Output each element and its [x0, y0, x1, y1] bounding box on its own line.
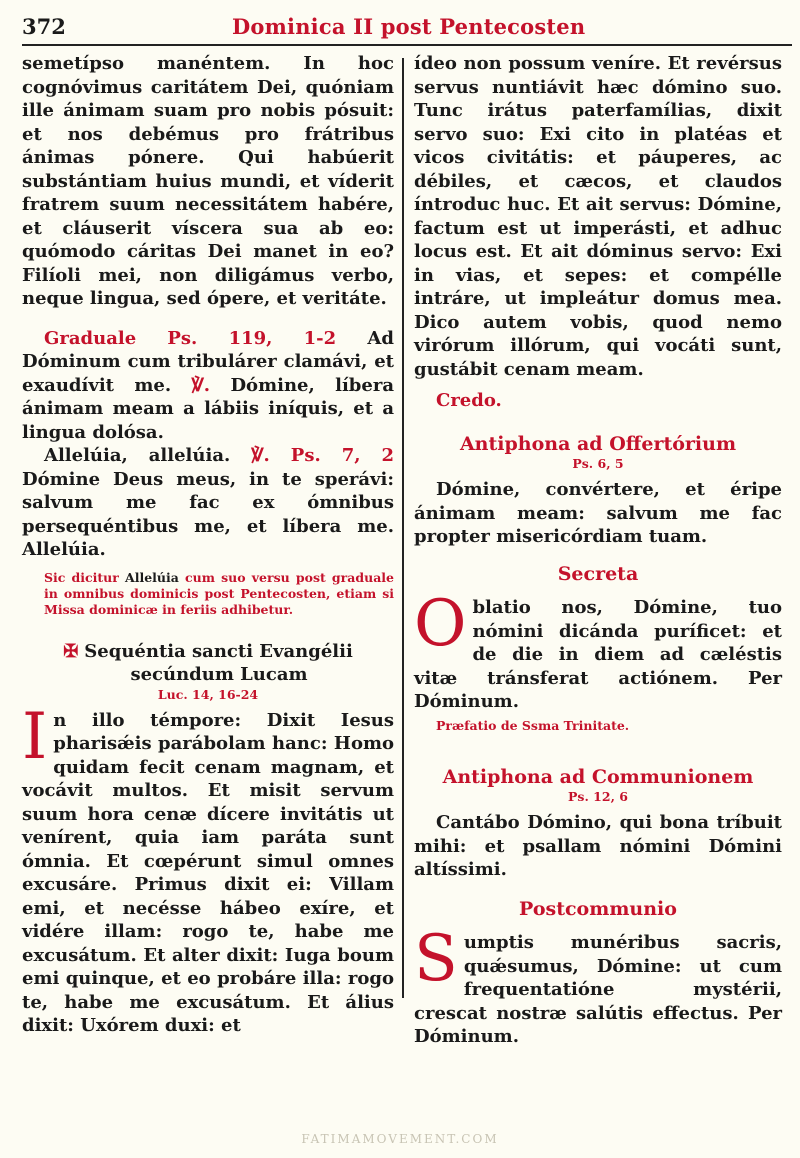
alleluia-ref: ℣. Ps. 7, 2	[251, 445, 394, 466]
left-column	[22, 52, 394, 1038]
gospel-continuation: ídeo non possum veníre. Et revérsus servus nuntiávit hæc dómino suo. Tunc irátus paterfamílias, dixit servo suo: Exi cito in platéas et vicos civitátis: et páuperes, ac débiles, et cæcos, et claudos íntroduc huc. Et ait servus: Dómine, factum est ut imperásti, et adhuc locus est. Et ait dóminus servo: Exi in vias, et sepes: et compélle intráre, ut impleátur domus mea. Dico autem vobis, quod nemo virórum illórum, qui vocáti sunt, gustábit cenam meam.	[414, 53, 782, 380]
postcommunion-body: umptis munéribus sacris, quǽsumus, Dómine: ut cum frequentatióne mystérii, crescat nostræ salútis effectus. Per Dóminum.	[414, 932, 782, 1047]
communion-reference: Ps. 12, 6	[568, 789, 628, 804]
running-title: Dominica II post Pentecosten	[232, 14, 586, 39]
secret-text	[414, 587, 782, 714]
offertory-text: Dómine, convértere, et éripe ánimam meam: salvum me fac propter misericórdiam tuam.	[414, 479, 782, 547]
postcommunion-text	[414, 922, 782, 1049]
right-column	[414, 52, 782, 1049]
secret-body: blatio nos, Dómine, tuo nómini dicánda puríficet: et de die in diem ad cæléstis vitæ tránsferat actiónem. Per Dóminum.	[414, 597, 782, 712]
gospel-text	[22, 699, 394, 1038]
gradual-label: Graduale Ps. 119, 1-2	[44, 327, 337, 349]
preface-rubric: Præfatio de Ssma Trinitate.	[436, 717, 630, 733]
communion-heading: Antiphona ad Communionem	[442, 765, 754, 788]
gradual	[22, 327, 394, 445]
postcommunion-heading: Postcommunio	[519, 897, 677, 920]
alleluia-rubric: Sic dicitur Allelúia cum suo versu post graduale in omnibus dominicis post Pentecosten, etiam si Missa dominicæ in feriis adhibetur.	[44, 569, 394, 617]
gospel-heading-text: Sequéntia sancti Evangélii secúndum Lucam	[84, 640, 353, 685]
epistle-end: semetípso manéntem. In hoc cognóvimus caritátem Dei, quóniam ille ánimam suam pro nobis pósuit: et nos debémus pro frátribus ánimas pónere. Qui habúerit substántiam huius mundi, et víderit fratrem suum necessitátem habére, et cláuserit víscera sua ab eo: quómodo cáritas Dei manet in eo? Filíoli mei, non diligámus verbo, neque lingua, sed ópere, et veritáte.	[22, 53, 394, 309]
alleluia-text-b: Dómine Deus meus, in te sperávi: salvum me fac ex ómnibus persequéntibus me, et líbera me. Allelúia.	[22, 468, 394, 560]
gradual-text-b: Dómine, líbera ánimam meam a lábiis iníquis, et a lingua dolósa.	[22, 374, 394, 443]
alleluia	[22, 444, 394, 562]
credo: Credo.	[436, 390, 502, 411]
cross-icon: ✠	[63, 640, 79, 662]
gospel-body: n illo témpore: Dixit Iesus pharisǽis parábolam hanc: Homo quidam fecit cenam magnam, et vocávit multos. Et misit servum suum hora cenæ dícere invitátis ut venírent, quia iam paráta sunt ómnia. Et cœpérunt simul omnes excusáre. Primus dixit ei: Villam emi, et necésse hábeo exíre, et vidére illam: rogo te, habe me excusátum. Et alter dixit: Iuga boum emi quinque, et eo probáre illa: rogo te, habe me excusátum. Et álius dixit: Uxórem duxi: et	[22, 709, 394, 1036]
versicle-icon: ℣.	[191, 374, 211, 396]
page-header	[22, 10, 792, 46]
secret-dropcap: O	[414, 587, 467, 661]
communion-text: Cantábo Dómino, qui bona tríbuit mihi: et psallam nómini Dómini altíssimi.	[414, 812, 782, 880]
gospel-heading	[22, 640, 394, 687]
rubric-keyword: Allelúia	[125, 569, 179, 585]
column-divider	[402, 58, 404, 998]
gospel-dropcap: I	[22, 699, 48, 774]
watermark: FATIMAMOVEMENT.COM	[301, 1132, 499, 1146]
postcommunion-dropcap: S	[414, 922, 458, 996]
secret-heading: Secreta	[557, 562, 639, 585]
alleluia-text-a: Allelúia, allelúia.	[44, 445, 252, 466]
gradual-text-a: Ad Dóminum cum tribulárer clamávi, et exaudívit me.	[22, 327, 394, 396]
offertory-reference: Ps. 6, 5	[572, 456, 624, 471]
page-number: 372	[22, 14, 66, 39]
gospel-reference: Luc. 14, 16-24	[157, 686, 259, 702]
offertory-heading: Antiphona ad Offertórium	[459, 432, 737, 455]
